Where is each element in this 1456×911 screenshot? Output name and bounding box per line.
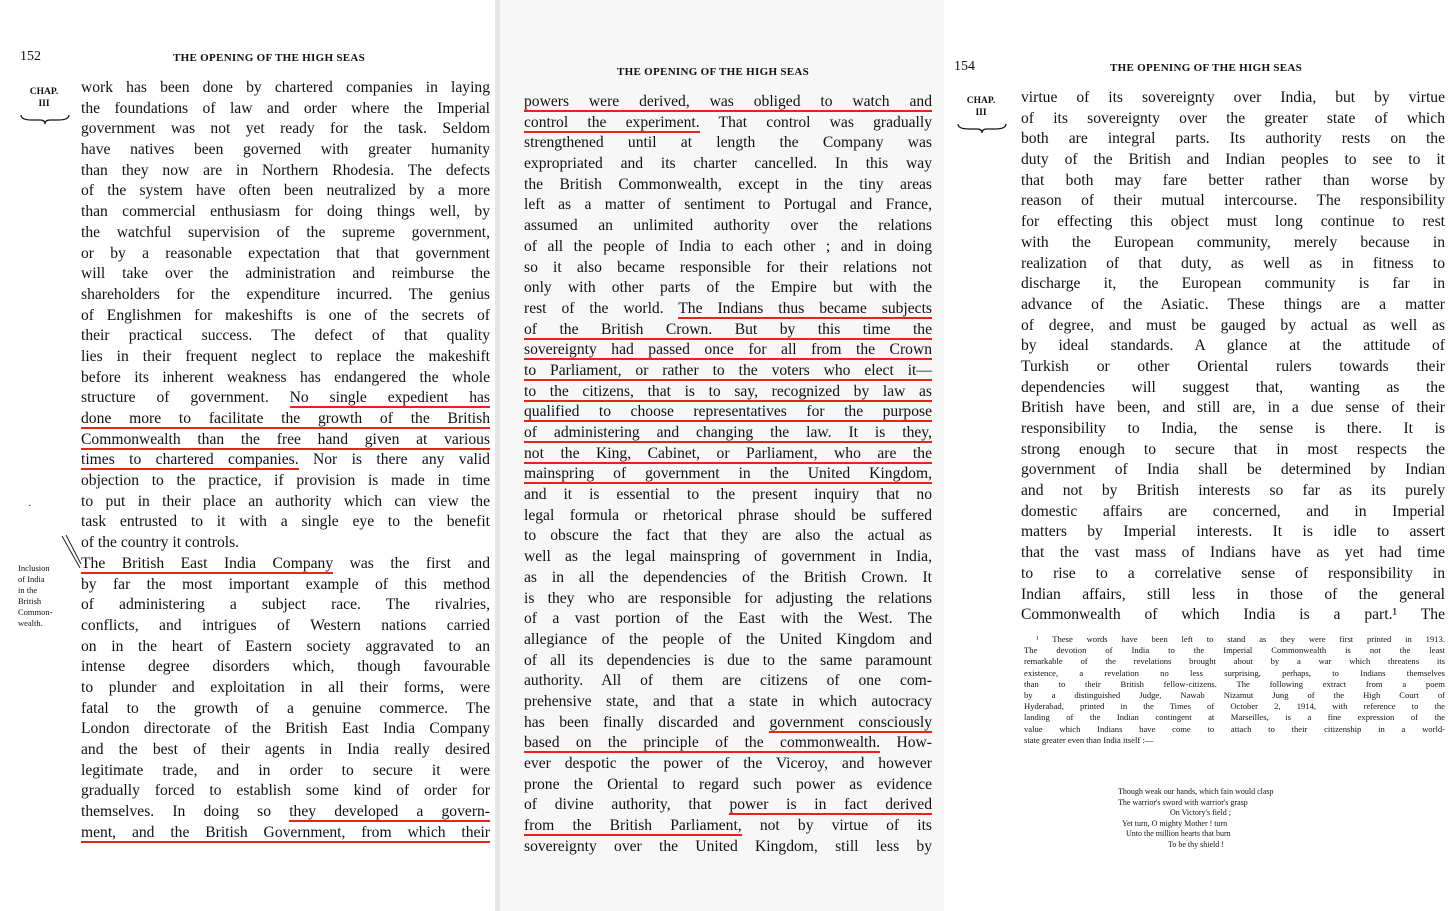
text-line [1021,109,1445,130]
footnote-line: landing of the Indian contingent at Marseilles, is a fine expression of the [1024,712,1445,723]
text-run: Nor is there any valid [298,451,490,469]
text-line [81,637,490,658]
poem-line: To be thy shield ! [1168,839,1224,849]
footnote-line: value which Indians have come to attach to their citizenship in a world- [1024,723,1445,734]
text-line [81,285,490,306]
text-run: legal formula or rhetorical phrase should be suffered [524,506,932,524]
text-run: of the country it controls. [81,534,240,552]
text-line [524,589,932,610]
text-line [524,154,932,175]
page-153 [500,0,944,911]
text-run: to plunder and exploitation in all their forms, were [81,678,490,696]
text-run: has been finally discarded and [524,713,770,731]
text-run: rest of the world. [524,299,679,317]
text-run: to rise to a correlative sense of responsibility in [1021,564,1445,582]
stray-mark: · [28,500,32,512]
text-run: left as a matter of sentiment to Portugal and France, [524,196,932,214]
text-line [524,754,932,775]
text-line [1021,316,1445,337]
text-run: task entrusted to it with a single eye to the benefit [81,513,490,531]
text-line [81,492,490,513]
text-line [1021,502,1445,523]
text-line [524,671,932,692]
text-line [524,444,932,465]
text-line [1021,150,1445,171]
text-run: before its inherent weakness has endangered the whole [81,368,490,386]
page-154 [944,0,1456,911]
text-line [524,299,932,320]
text-run: by far the most important example of this method [81,575,490,593]
running-header: THE OPENING OF THE HIGH SEAS [173,52,366,64]
text-line [1021,129,1445,150]
underlined-passage: sovereignty had passed once for all from the Crown [524,341,932,359]
text-run: Turkish or other Oriental rulers towards their [1021,357,1445,375]
text-line [81,78,490,99]
text-line [524,733,932,754]
text-run: government of India shall be determined by Indian [1021,461,1445,479]
text-line [81,719,490,740]
text-line [1021,233,1445,254]
text-line [81,802,490,823]
text-line [1021,295,1445,316]
text-line [524,795,932,816]
text-line [1021,212,1445,233]
side-note: Inclusion of India in the British Common- wealth. [18,563,53,628]
text-line [1021,274,1445,295]
text-line [524,630,932,651]
text-run: allegiance of the people of the United Kingdom and [524,630,932,648]
text-line [524,568,932,589]
text-line [524,816,932,837]
underlined-passage: times to chartered companies. [81,451,299,469]
text-run: by ideal standards. A glance at the attitude of [1021,337,1445,355]
page-number: 154 [954,59,975,74]
poem-line: Yet turn, O mighty Mother ! turn [1122,818,1228,828]
text-line [524,113,932,134]
text-run: London directorate of the British East India Company [81,720,490,738]
text-run: of all its dependencies is due to the same paramount [524,651,932,669]
text-line [81,223,490,244]
text-line [1021,378,1445,399]
footnote-line: ¹ These words have been left to stand as they were first printed in 1913. [1036,634,1445,644]
text-line [524,506,932,527]
text-run: that the vast mass of Indians have as yet had time [1021,544,1445,562]
text-line [81,657,490,678]
text-run: objection to the practice, if provision is made in time [81,472,490,490]
text-line [524,175,932,196]
text-run: the British Commonwealth, except in the tiny areas [524,175,932,193]
text-run: will take over the administration and reimburse the [81,265,490,283]
text-line [81,347,490,368]
text-run: dependencies will suggest that, wanting as the [1021,378,1445,396]
underlined-passage: The British East India Company [81,554,334,572]
chapter-marker: CHAP. III [29,87,59,109]
text-run: and it is essential to the present inquiry that no [524,486,932,504]
text-run: Commonwealth of which India is a part.¹ The [1021,606,1445,624]
text-run: How- [880,734,932,752]
text-line [81,202,490,223]
text-run: legitimate trade, and in order to secure it were [81,761,490,779]
text-line [524,278,932,299]
text-line [81,512,490,533]
text-run: to obscure the fact that they are also the actual as [524,527,932,545]
text-run: both are integral parts. Its authority rests on the [1021,130,1445,148]
poem [1118,787,1274,850]
text-line [1021,88,1445,109]
text-run: conflicts, and intrigues of Western nations carried [81,616,490,634]
text-line [81,595,490,616]
text-line [81,181,490,202]
text-run: assumed an unlimited authority over the relations [524,217,932,235]
footnote-line: remarkable of the revelations brought about by a war which threatens its [1024,656,1445,667]
text-run: of all the people of India to each other ; and in doing [524,237,932,255]
underlined-passage: power is in fact derived [729,796,932,814]
text-line [524,382,932,403]
text-line [1021,564,1445,585]
text-line [81,140,490,161]
text-run: shareholders for the expenditure incurred. The genius [81,285,490,303]
text-run: of its sovereignty over the greater state of which [1021,109,1445,127]
text-run: government was not yet ready for the task. Seldom [81,120,490,138]
text-line [524,837,932,858]
text-run: of the system have often been neutralized by a more [81,182,490,200]
text-run: That control was gradually [699,113,932,131]
text-run: prehensive state, and that a state in which autocracy [524,692,932,710]
text-line [81,409,490,430]
text-line [1021,440,1445,461]
footnote-line: Hyderabad, printed in the Times of October 2, 1914, with reference to the [1024,701,1445,712]
text-run: the foundations of law and order where the Imperial [81,99,490,117]
text-line [81,678,490,699]
text-run: lies in their frequent neglect to replace the makeshift [81,347,490,365]
text-line [1021,522,1445,543]
text-line [81,244,490,265]
text-line [81,119,490,140]
text-run: strengthened until at length the Company was [524,134,932,152]
text-line [524,485,932,506]
footnote-line: by a distinguished Judge, Nawab Nizamut Jung of the High Court of [1024,689,1445,700]
text-run: responsibility to India, the sense is there. It is [1021,420,1445,437]
text-run: and the best of their agents in India really desired [81,741,490,758]
text-line [81,471,490,492]
footnote-line: than to their British fellow-citizens. The following extract from a poem [1024,678,1445,689]
text-line [1021,357,1445,378]
text-run: advance of the Asiatic. These things are a matter [1021,295,1445,313]
text-line [524,402,932,423]
text-run: not by virtue of its [741,817,932,835]
body-text [524,92,932,857]
text-run: is they who are responsible for adjusting the relations [524,589,932,607]
page-number: 152 [20,49,41,64]
running-header: THE OPENING OF THE HIGH SEAS [617,66,810,78]
text-line [81,533,490,554]
text-line [524,651,932,672]
text-run: reason of their mutual intercourse. The responsibility [1021,192,1445,210]
text-run: only with other parts of the Empire but with the [524,279,932,297]
text-run: of administering a subject race. The rivalries, [81,596,490,614]
text-line [524,526,932,547]
text-line [524,340,932,361]
text-run: gradually forced to establish some kind of order for [81,782,490,800]
text-line [81,740,490,761]
underlined-passage: government consciously [769,713,932,731]
text-run: structure of government. [81,389,290,407]
text-line [524,609,932,630]
text-run: duty of the British and Indian peoples to see to it [1021,151,1445,169]
text-run: have natives been governed with greater humanity [81,141,490,159]
chapter-marker: CHAP. III [966,96,996,118]
underlined-passage: mainspring of government in the United Kingdom, [524,465,932,483]
text-line [81,326,490,347]
footnote-line: state greater even than India itself :— [1024,734,1154,745]
text-line [1021,398,1445,419]
text-line [524,423,932,444]
text-run: strong enough to secure that in most respects the [1021,440,1445,458]
text-line [1021,419,1445,440]
text-run: that both may fare better rather than worse by [1021,171,1445,189]
text-run: to put in their place an authority which can view the [81,492,490,510]
text-run: Indian affairs, still less in those of the general [1021,585,1445,603]
text-run: intense degree disorders which, though favourable [81,658,490,676]
underlined-passage: of the British Crown. But by this time the [524,320,932,338]
footnote-line: The devotion of India to the Imperial Commonwealth is not the least [1024,645,1445,656]
text-run: than they now are in Northern Rhodesia. The defects [81,161,490,179]
text-run: or by a reasonable expectation that that government [81,244,490,262]
brace-icon [20,113,70,127]
brace-icon [957,122,1007,136]
text-line [1021,171,1445,192]
underlined-passage: The Indians thus became subjects [678,299,932,317]
underlined-passage: Commonwealth than the free hand given at various [81,430,490,448]
text-line [81,761,490,782]
text-line [524,237,932,258]
text-line [524,133,932,154]
text-run: realization of that duty, as well as in fitness to [1021,254,1445,272]
text-run: sovereignty over the United Kingdom, still less by [524,837,932,855]
poem-line: Though weak our hands, which fain would clasp [1118,787,1274,796]
text-run: authority. All of them are citizens of one com- [524,672,932,690]
text-line [1021,254,1445,275]
footnote [1024,634,1445,746]
text-line [524,361,932,382]
text-line [1021,543,1445,564]
text-line [524,464,932,485]
text-run: themselves. In doing so [81,803,290,821]
text-line [81,161,490,182]
text-run: of Englishmen for makeshifts is one of the secrets of [81,306,490,324]
underlined-passage: from the British Parliament, [524,817,742,835]
footnote-line: existence, a revelation no less surprising, perhaps, to Indians themselves [1024,667,1445,678]
poem-line: Unto the million hearts that burn [1126,829,1231,838]
underlined-passage: powers were derived, was obliged to watch and [524,93,932,110]
text-run: so it also became responsible for their relations not [524,258,932,276]
text-run: their practical success. The defect of that quality [81,327,490,345]
text-line [1021,460,1445,481]
underlined-passage: of administering and changing the law. It is they, [524,424,932,441]
text-line [524,92,932,113]
text-run: of a vast portion of the East with the West. The [524,610,932,628]
text-line [524,320,932,341]
text-line [524,258,932,279]
text-run: matters by Imperial interests. It is idle to assert [1021,523,1445,541]
underlined-passage: control the experiment. [524,113,700,131]
underlined-passage: based on the principle of the commonwealth. [524,734,881,752]
text-line [81,450,490,471]
text-line [524,713,932,734]
underlined-passage: done more to facilitate the growth of the British [81,410,490,427]
underlined-passage: they developed a govern- [289,803,490,821]
text-line [1021,481,1445,502]
text-line [1021,605,1445,626]
text-line [81,823,490,844]
text-run: expropriated and its charter cancelled. In this way [524,155,932,173]
page-152 [0,0,500,911]
text-run: discharge it, the European community is far in [1021,275,1445,293]
underlined-passage: to Parliament, or rather to the voters who elect it— [524,361,932,379]
text-line [81,99,490,120]
underlined-passage: ment, and the British Government, from which their [81,823,490,841]
poem-line: The warrior's sword with warrior's grasp [1118,797,1248,807]
text-run: work has been done by chartered companies in laying [81,79,490,96]
text-run: of divine authority, that [524,796,730,814]
running-header: THE OPENING OF THE HIGH SEAS [1110,62,1303,74]
text-line [524,775,932,796]
text-run: as in all the dependencies of the British Crown. It [524,568,932,586]
poem-line: On Victory's field ; [1170,808,1232,817]
text-line [524,216,932,237]
text-run: on in the heart of Eastern society aggravated to an [81,637,490,655]
text-line [81,388,490,409]
text-run: for effecting this object must long continue to rest [1021,213,1445,231]
body-text [1021,88,1445,626]
text-run: than commercial enthusiasm for doing things well, by [81,203,490,221]
text-run: the watchful supervision of the supreme government, [81,223,490,241]
text-line [524,692,932,713]
text-line [81,616,490,637]
text-run: virtue of its sovereignty over India, but by virtue [1021,89,1445,106]
text-run: domestic affairs are concerned, and in Imperial [1021,502,1445,520]
text-line [81,575,490,596]
text-line [81,781,490,802]
text-line [1021,336,1445,357]
text-line [524,547,932,568]
text-line [81,699,490,720]
pencil-mark-icon [60,534,82,575]
text-run: prone the Oriental to regard such power as evidence [524,775,932,793]
text-line [81,368,490,389]
text-line [81,306,490,327]
underlined-passage: qualified to choose representatives for the purpose [524,403,932,421]
text-run: with the European community, merely because in [1021,233,1445,251]
underlined-passage: not the King, Cabinet, or Parliament, who are the [524,444,932,462]
text-line [1021,191,1445,212]
text-line [81,430,490,451]
text-line [524,195,932,216]
text-run: of degree, and must be gauged by actual as well as [1021,316,1445,334]
body-text [81,78,490,843]
text-run: and not by British interests so far as its purely [1021,482,1445,500]
text-line [81,264,490,285]
underlined-passage: to the citizens, that is to say, recognized by law as [524,382,932,400]
text-line [1021,585,1445,606]
underlined-passage: No single expedient has [289,389,490,407]
text-line [81,554,490,575]
text-run: British have been, and still are, in a due sense of their [1021,399,1445,417]
text-run: was the first and [333,554,490,572]
text-run: well as the legal mainspring of government in India, [524,548,932,566]
text-run: ever despotic the power of the Viceroy, and however [524,755,932,772]
text-run: fatal to the growth of a genuine commerce. The [81,699,490,717]
